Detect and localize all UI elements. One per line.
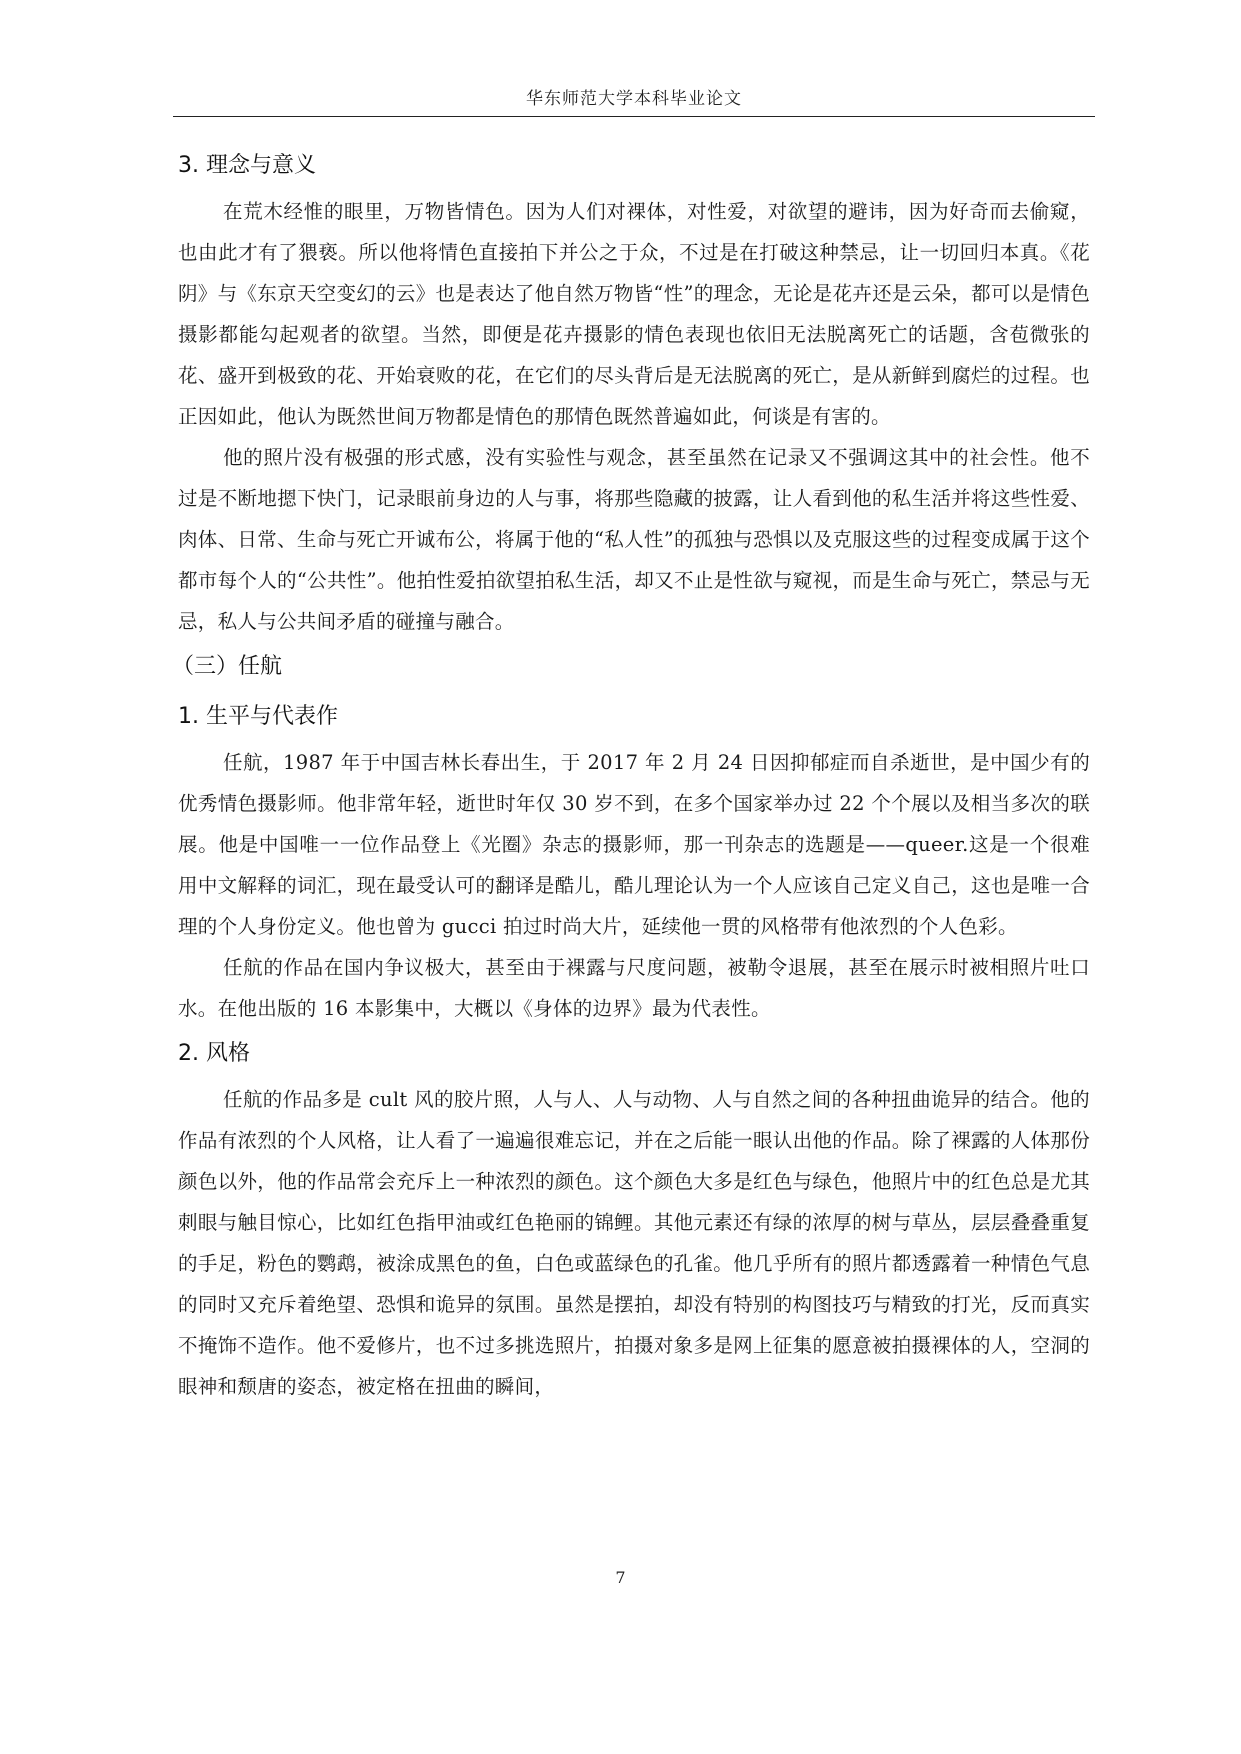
section-heading-style: 2. 风格 xyxy=(178,1041,250,1066)
chapter-heading-renhang: （三）任航 xyxy=(172,654,283,679)
page-header xyxy=(173,82,1095,117)
body-paragraph: 他的照片没有极强的形式感，没有实验性与观念，甚至虽然在记录又不强调这其中的社会性。他不过是不断地摁下快门，记录眼前身边的人与事，将那些隐藏的披露，让人看到他的私生活并将这些性爱、肉体、日常、生命与死亡开诚布公，将属于他的“私人性”的孤独与恐惧以及克服这些的过程变成属于这个都市每个人的“公共性”。他拍性爱拍欲望拍私生活，却又不止是性欲与窥视，而是生命与死亡，禁忌与无忌，私人与公共间矛盾的碰撞与融合。 xyxy=(178,446,1090,633)
body-paragraph: 任航的作品多是 cult 风的胶片照，人与人、人与动物、人与自然之间的各种扭曲诡异的结合。他的作品有浓烈的个人风格，让人看了一遍遍很难忘记，并在之后能一眼认出他的作品。除了裸露的人体那份颜色以外，他的作品常会充斥上一种浓烈的颜色。这个颜色大多是红色与绿色，他照片中的红色总是尤其刺眼与触目惊心，比如红色指甲油或红色艳丽的锦鲤。其他元素还有绿的浓厚的树与草丛，层层叠叠重复的手足，粉色的鹦鹉，被涂成黑色的鱼，白色或蓝绿色的孔雀。他几乎所有的照片都透露着一种情色气息的同时又充斥着绝望、恐惧和诡异的氛围。虽然是摆拍，却没有特别的构图技巧与精致的打光，反而真实不掩饰不造作。他不爱修片，也不过多挑选照片，拍摄对象多是网上征集的愿意被拍摄裸体的人，空洞的眼神和颓唐的姿态，被定格在扭曲的瞬间， xyxy=(178,1088,1090,1398)
header-title: 华东师范大学本科毕业论文 xyxy=(526,89,742,109)
body-paragraph: 任航，1987 年于中国吉林长春出生，于 2017 年 2 月 24 日因抑郁症而自杀逝世，是中国少有的优秀情色摄影师。他非常年轻，逝世时年仅 30 岁不到，在多个国家举办过 22 个个展以及相当多次的联展。他是中国唯一一位作品登上《光圈》杂志的摄影师，那一刊杂志的选题是——queer.这是一个很难用中文解释的词汇，现在最受认可的翻译是酷儿，酷儿理论认为一个人应该自己定义自己，这也是唯一合理的个人身份定义。他也曾为 gucci 拍过时尚大片，延续他一贯的风格带有他浓烈的个人色彩。 xyxy=(178,751,1090,938)
document-body xyxy=(172,141,1090,1407)
body-paragraph: 任航的作品在国内争议极大，甚至由于裸露与尺度问题，被勒令退展，甚至在展示时被相照片吐口水。在他出版的 16 本影集中，大概以《身体的边界》最为代表性。 xyxy=(178,956,1090,1020)
section-heading-biography: 1. 生平与代表作 xyxy=(178,704,338,729)
section-heading-concept: 3. 理念与意义 xyxy=(178,153,316,178)
page-number: 7 xyxy=(615,1568,626,1587)
body-paragraph: 在荒木经惟的眼里，万物皆情色。因为人们对裸体，对性爱，对欲望的避讳，因为好奇而去偷窥，也由此才有了猥亵。所以他将情色直接拍下并公之于众，不过是在打破这种禁忌，让一切回归本真。《花阴》与《东京天空变幻的云》也是表达了他自然万物皆“性”的理念，无论是花卉还是云朵，都可以是情色摄影都能勾起观者的欲望。当然，即便是花卉摄影的情色表现也依旧无法脱离死亡的话题，含苞微张的花、盛开到极致的花、开始衰败的花，在它们的尽头背后是无法脱离的死亡，是从新鲜到腐烂的过程。也正因如此，他认为既然世间万物都是情色的那情色既然普遍如此，何谈是有害的。 xyxy=(178,200,1090,428)
